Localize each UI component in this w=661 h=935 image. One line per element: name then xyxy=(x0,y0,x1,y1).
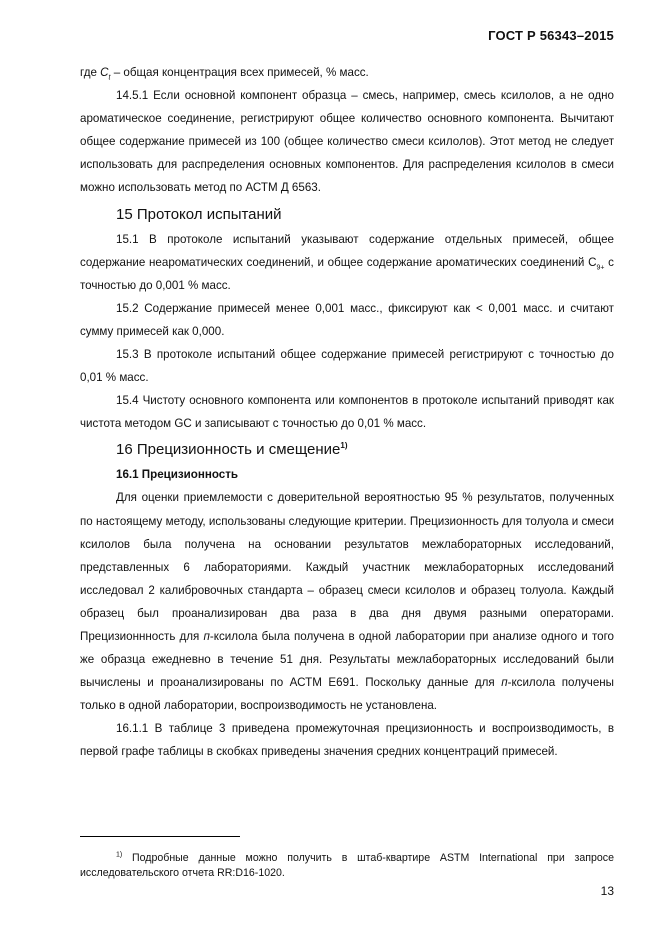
subsection-16-1-heading: 16.1 Прецизионность xyxy=(116,468,239,482)
formula-explanation xyxy=(80,61,614,84)
section-15-heading: 15 Протокол испытаний xyxy=(116,205,282,223)
paragraph-16-1: Для оценки приемлемости с доверительной вероятностью 95 % результатов, полученных по настоящему методу, использованы следующие критерии. Прецизионность для толуола и смеси ксилолов была получена на основании результатов межлабораторных исследований, представленных 6 лабораториями. Каждый участник межлабораторных исследований исследовал 2 калибровочных стандарта – образец смеси ксилолов и образец толуола. Каждый образец был проанализирован два раза в два дня двумя разными операторами. Прецизионнность для п-ксилола была получена в одной лаборатории при анализе одного и того же образца ежедневно в течение 51 дня. Результаты межлабораторных исследований были вычислены и проанализированы по АСТМ Е691. Поскольку данные для п-ксилола получены только в одной лаборатории, воспроизводимость не установлена. xyxy=(80,491,615,713)
paragraph-16-1-1: 16.1.1 В таблице 3 приведена промежуточная прецизионность и воспроизводимость, в первой графе таблицы в скобках приведены значения средних концентраций примесей. xyxy=(80,722,614,759)
concentration-definition: – общая концентрация всех примесей, % масс. xyxy=(110,66,369,79)
footnote-mark: 1) xyxy=(116,851,123,859)
section-16-heading: 16 Прецизионность и смещение$^{1)}$ xyxy=(116,441,348,459)
paragraph-14-5-1: 14.5.1 Если основной компонент образца – смесь, например, смесь ксилолов, а не одно ароматическое соединение, регистрируют общее количество основного компонента. Вычитают общее содержание примесей из 100 (общее количество смеси ксилолов). Этот метод не следует использовать для распределения основных компонентов. Для распределения ксилолов в смеси можно использовать метод по АСТМ Д 6563. xyxy=(80,89,614,195)
page-number: 13 xyxy=(600,884,614,898)
paragraph-15-3: 15.3 В протоколе испытаний общее содержание примесей регистрируют с точностью до 0,01 % масс. xyxy=(80,348,614,385)
page-body xyxy=(80,61,614,764)
footnote xyxy=(80,851,614,882)
paragraph-15-2: 15.2 Содержание примесей менее 0,001 масс., фиксируют как < 0,001 масс. и считают сумму примесей как 0,000. xyxy=(80,301,614,338)
where-label: где xyxy=(80,66,101,79)
footnote-text: Подробные данные можно получить в штаб-квартире ASTM International при запросе исследовательского отчета RR:D16-1020. xyxy=(80,851,614,880)
footnote-divider xyxy=(80,836,240,837)
concentration-symbol: $C_t$ xyxy=(100,66,111,82)
paragraph-15-4: 15.4 Чистоту основного компонента или компонентов в протоколе испытаний приводят как чистота методом GC и записывают с точностью до 0,01 % масс. xyxy=(80,394,614,431)
document-code: ГОСТ Р 56343–2015 xyxy=(488,28,614,43)
paragraph-15-1: 15.1 В протоколе испытаний указывают содержание отдельных примесей, общее содержание неароматических соединений, и общее содержание ароматических соединений $С_{9+}$ с точностью до 0,001 % масс. xyxy=(80,232,614,292)
footnote-reference: 1) xyxy=(340,441,348,451)
